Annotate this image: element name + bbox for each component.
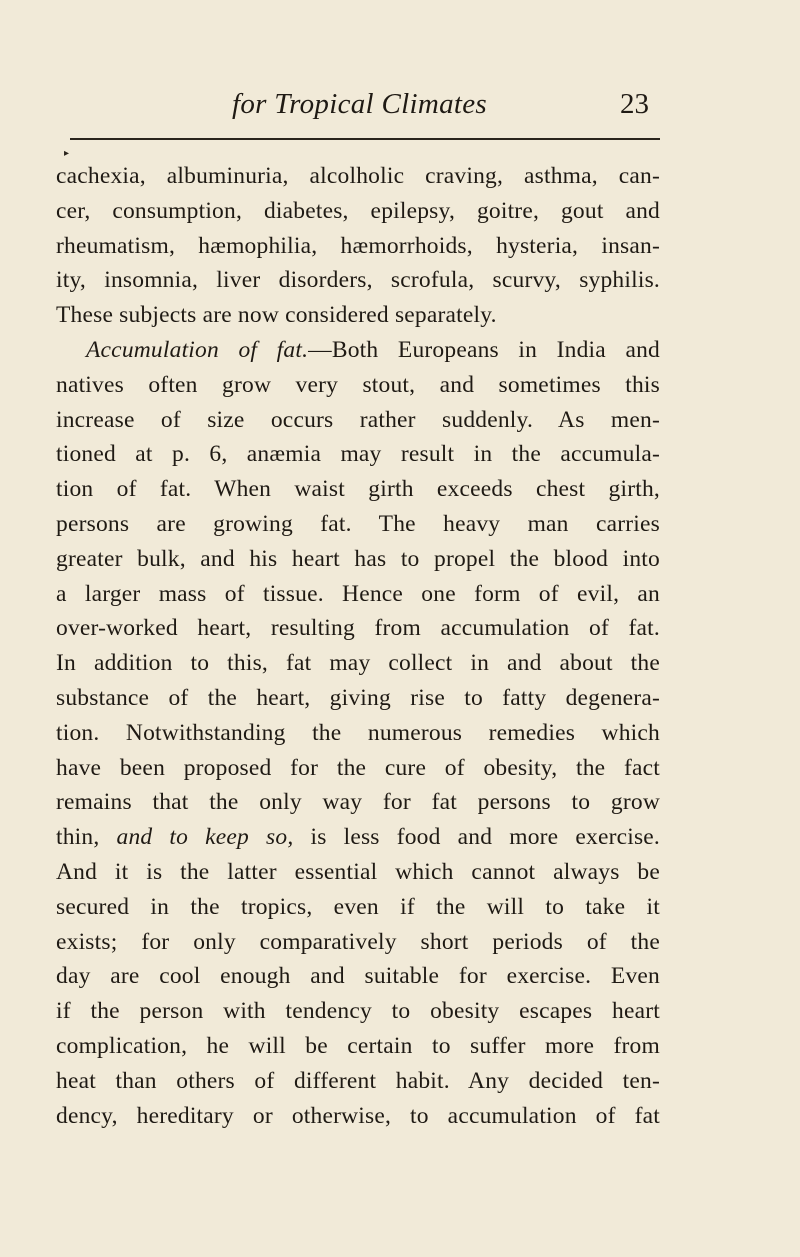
- text-line: persons are growing fat. The heavy man carries: [56, 510, 660, 537]
- text-line: secured in the tropics, even if the will to take it: [56, 893, 660, 920]
- header-rule: [70, 138, 660, 140]
- text-line: increase of size occurs rather suddenly. As men-: [56, 406, 660, 433]
- text-line: have been proposed for the cure of obesity, the fact: [56, 754, 660, 781]
- thin-italic: and to keep so,: [116, 824, 294, 851]
- text-line: cachexia, albuminuria, alcolholic craving, asthma, can-: [56, 163, 660, 189]
- text-line: if the person with tendency to obesity escapes heart: [56, 998, 660, 1025]
- text-line: tion of fat. When waist girth exceeds chest girth,: [56, 476, 660, 503]
- text-line: substance of the heart, giving rise to fatty degenera-: [56, 684, 660, 711]
- thin-suffix: is less food and more exercise.: [310, 824, 661, 851]
- printer-mark-icon: ▸: [64, 148, 70, 159]
- text-line: a larger mass of tissue. Hence one form of evil, an: [56, 580, 660, 607]
- thin-line: [56, 820, 660, 855]
- text-line: dency, hereditary or otherwise, to accumulation of fat: [56, 1102, 660, 1129]
- text-line: greater bulk, and his heart has to propel the blood into: [56, 545, 660, 572]
- section-heading: Accumulation of fat.: [86, 336, 309, 363]
- text-line: rheumatism, hæmophilia, hæmorrhoids, hysteria, insan-: [56, 232, 660, 259]
- text-line: heat than others of different habit. Any decided ten-: [56, 1067, 660, 1094]
- running-title: for Tropical Climates: [232, 88, 487, 120]
- text-line: In addition to this, fat may collect in and about the: [56, 650, 660, 677]
- text-line: remains that the only way for fat persons to grow: [56, 789, 660, 816]
- page-number: 23: [620, 88, 649, 120]
- text-line: ity, insomnia, liver disorders, scrofula, scurvy, syphilis.: [56, 267, 660, 294]
- thin-prefix: thin,: [56, 824, 100, 851]
- text-line: day are cool enough and suitable for exercise. Even: [56, 963, 660, 990]
- text-line: tion. Notwithstanding the numerous remedies which: [56, 719, 660, 746]
- text-line: These subjects are now considered separately.: [56, 302, 497, 329]
- section-lead: —Both Europeans in India and: [308, 336, 660, 363]
- text-line: natives often grow very stout, and sometimes this: [56, 371, 660, 398]
- text-line: complication, he will be certain to suffer more from: [56, 1032, 660, 1059]
- text-line: And it is the latter essential which cannot always be: [56, 858, 660, 885]
- section-first-line: [56, 333, 660, 368]
- text-line: tioned at p. 6, anæmia may result in the accumula-: [56, 441, 660, 468]
- page-header: [0, 88, 800, 128]
- text-line: cer, consumption, diabetes, epilepsy, goitre, gout and: [56, 197, 660, 224]
- body-text: [56, 159, 660, 1133]
- text-line: over-worked heart, resulting from accumulation of fat.: [56, 615, 660, 642]
- text-line: exists; for only comparatively short periods of the: [56, 928, 660, 955]
